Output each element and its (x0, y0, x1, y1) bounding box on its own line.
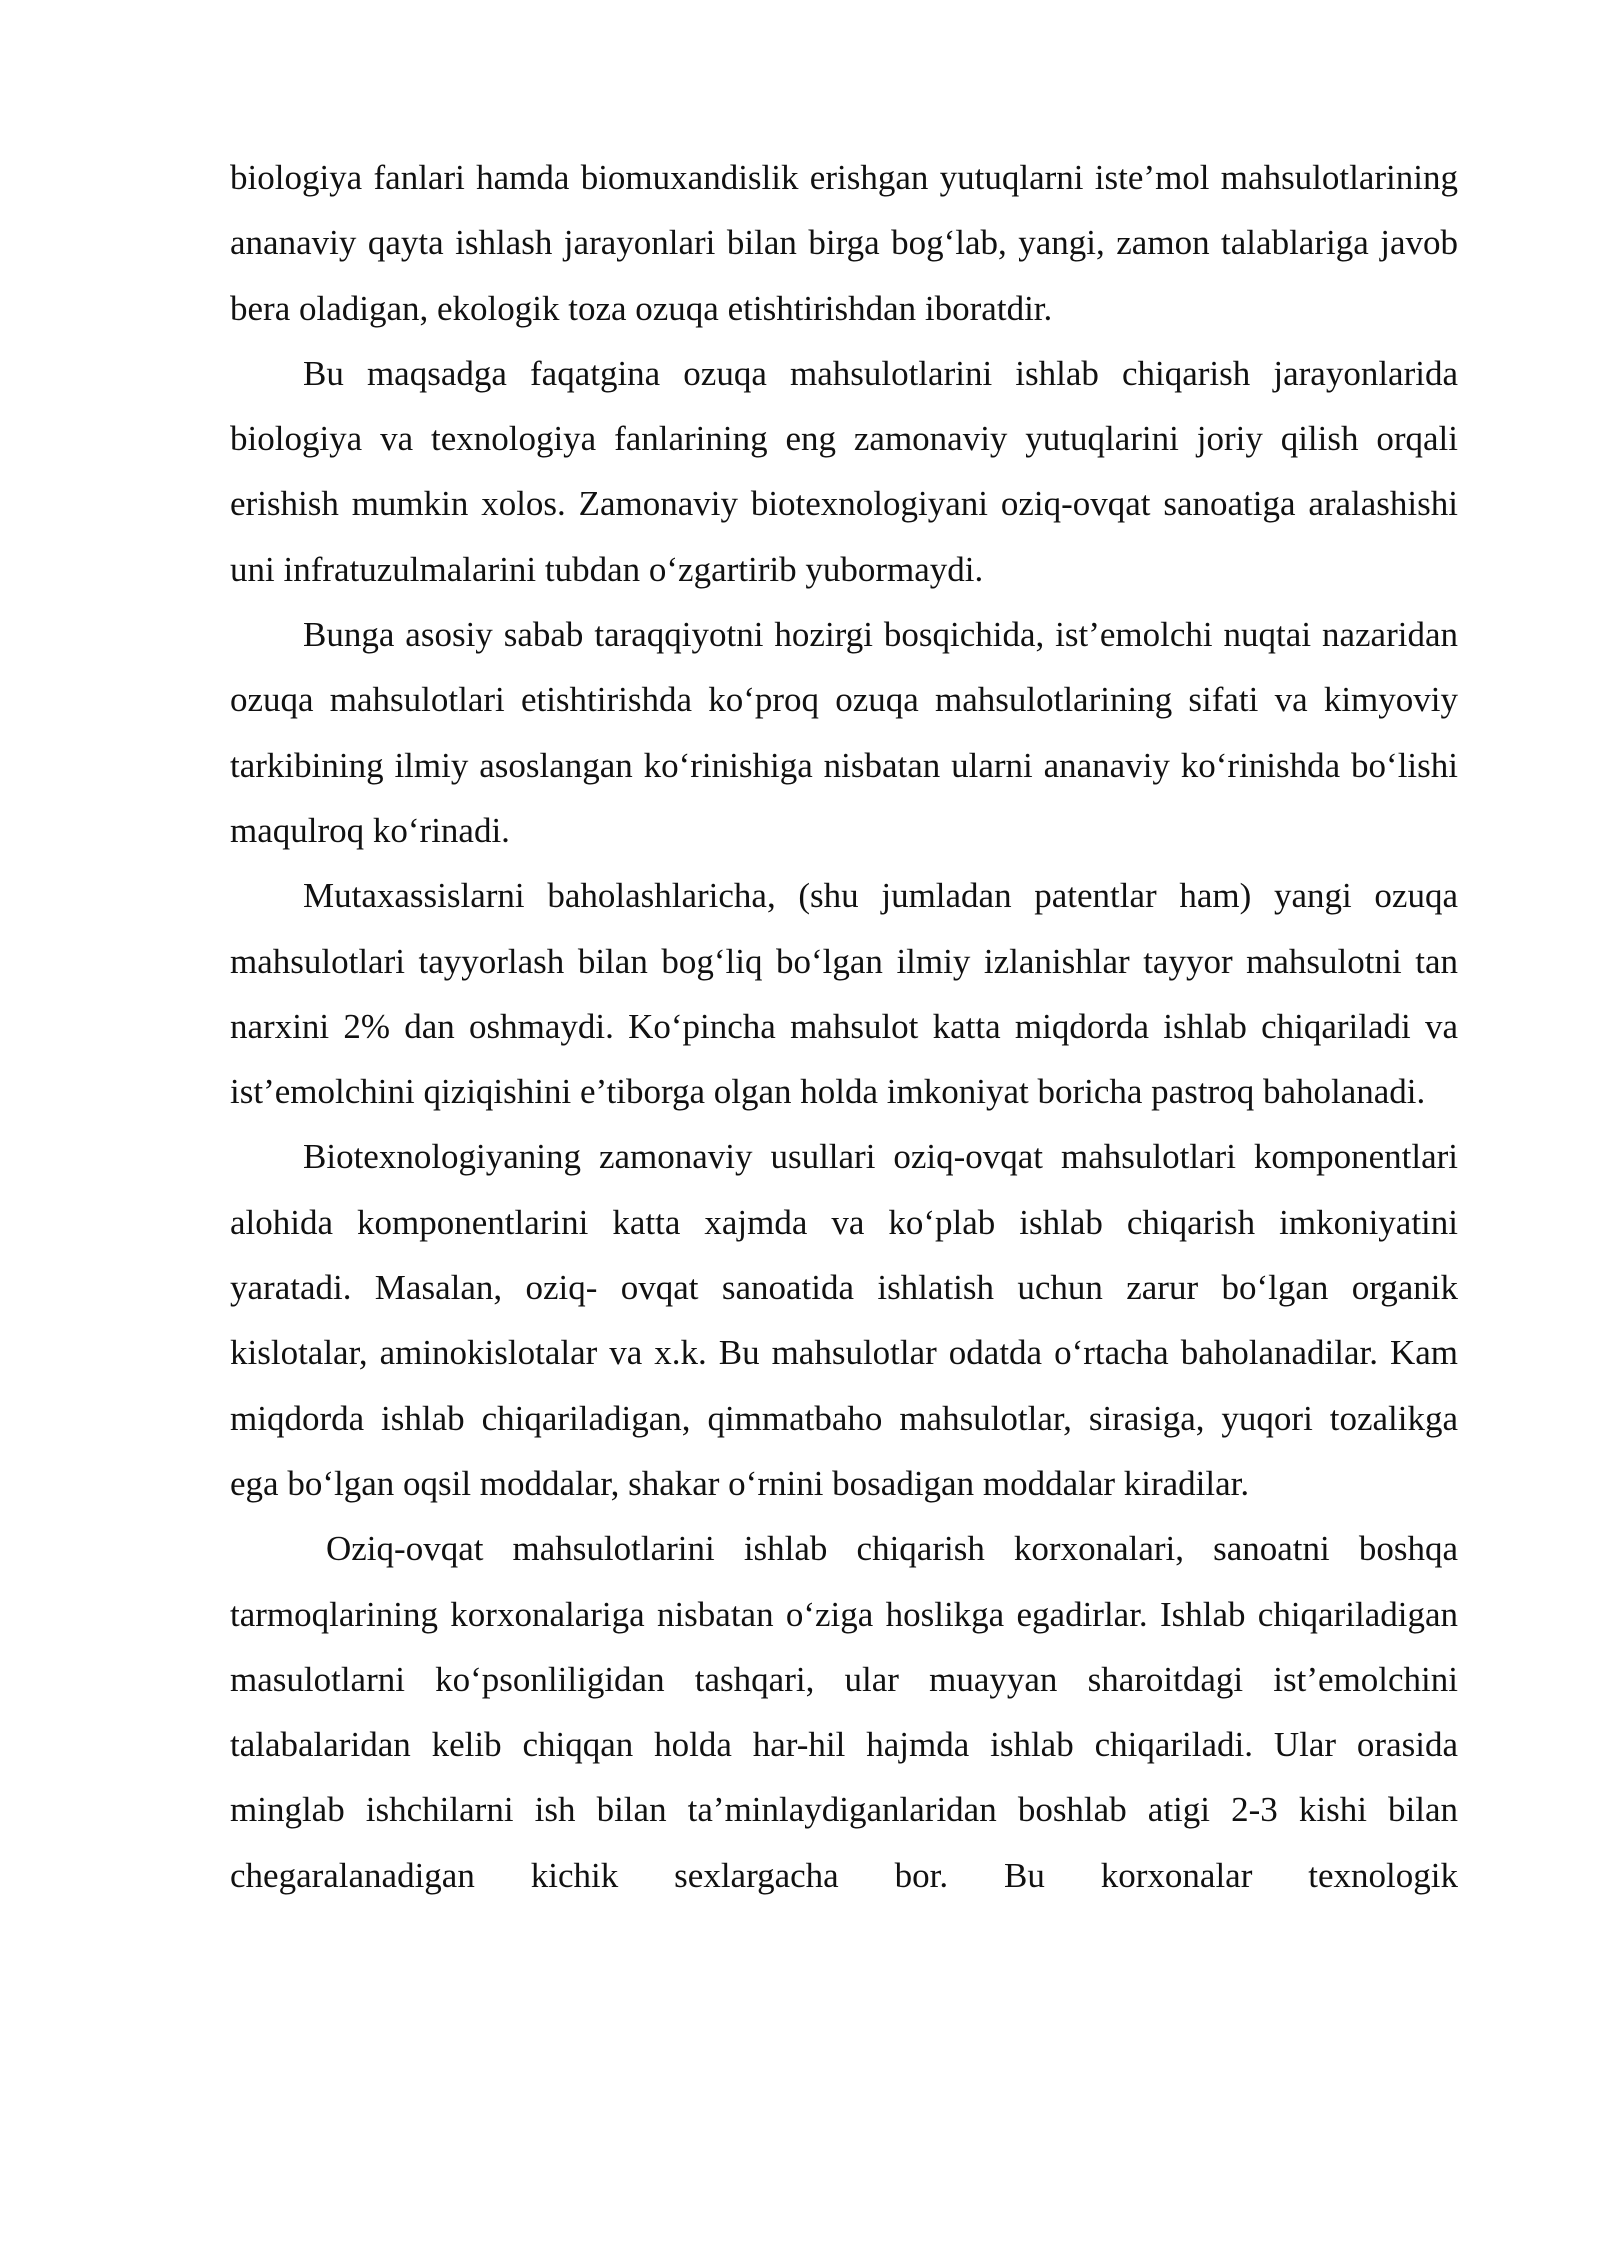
paragraph-continuation: biologiya fanlari hamda biomuxandislik erishgan yutuqlarni iste’mol mahsulotlarining ananaviy qayta ishlash jarayonlari bilan birga bog‘lab, yangi, zamon talablariga javob bera oladigan, ekologik toza ozuqa etishtirishdan iboratdir. (230, 158, 1458, 328)
paragraph-continues-next-page: Oziq-ovqat mahsulotlarini ishlab chiqarish korxonalari, sanoatni boshqa tarmoqlarining korxonalariga nisbatan o‘ziga hoslikga egadirlar. Ishlab chiqariladigan masulotlarni ko‘psonliligidan tashqari, ular muayyan sharoitdagi ist’emolchini talabalaridan kelib chiqqan holda har-hil hajmda ishlab chiqariladi. Ular orasida minglab ishchilarni ish bilan ta’minlaydiganlaridan boshlab atigi 2-3 kishi bilan chegaralanadigan kichik sexlargacha bor. Bu korxonalar texnologik (230, 1529, 1458, 1895)
paragraph: Mutaxassislarni baholashlaricha, (shu jumladan patentlar ham) yangi ozuqa mahsulotlari tayyorlash bilan bog‘liq bo‘lgan ilmiy izlanishlar tayyor mahsulotni tan narxini 2% dan oshmaydi. Ko‘pincha mahsulot katta miqdorda ishlab chiqariladi va ist’emolchini qiziqishini e’tiborga olgan holda imkoniyat boricha pastroq baholanadi. (230, 876, 1458, 1112)
paragraph: Bunga asosiy sabab taraqqiyotni hozirgi bosqichida, ist’emolchi nuqtai nazaridan ozuqa mahsulotlari etishtirishda ko‘proq ozuqa mahsulotlarining sifati va kimyoviy tarkibining ilmiy asoslangan ko‘rinishiga nisbatan ularni ananaviy ko‘rinishda bo‘lishi maqulroq ko‘rinadi. (230, 615, 1458, 850)
body-text (230, 145, 1458, 1908)
paragraph: Bu maqsadga faqatgina ozuqa mahsulotlarini ishlab chiqarish jarayonlarida biologiya va texnologiya fanlarining eng zamonaviy yutuqlarini joriy qilish orqali erishish mumkin xolos. Zamonaviy biotexnologiyani oziq-ovqat sanoatiga aralashishi uni infratuzulmalarini tubdan o‘zgartirib yubormaydi. (230, 353, 1458, 589)
paragraph: Biotexnologiyaning zamonaviy usullari oziq-ovqat mahsulotlari komponentlari alohida komponentlarini katta xajmda va ko‘plab ishlab chiqarish imkoniyatini yaratadi. Masalan, oziq- ovqat sanoatida ishlatish uchun zarur bo‘lgan organik kislotalar, aminokislotalar va x.k. Bu mahsulotlar odatda o‘rtacha baholanadilar. Kam miqdorda ishlab chiqariladigan, qimmatbaho mahsulotlar, sirasiga, yuqori tozalikga ega bo‘lgan oqsil moddalar, shakar o‘rnini bosadigan moddalar kiradilar. (230, 1137, 1458, 1503)
